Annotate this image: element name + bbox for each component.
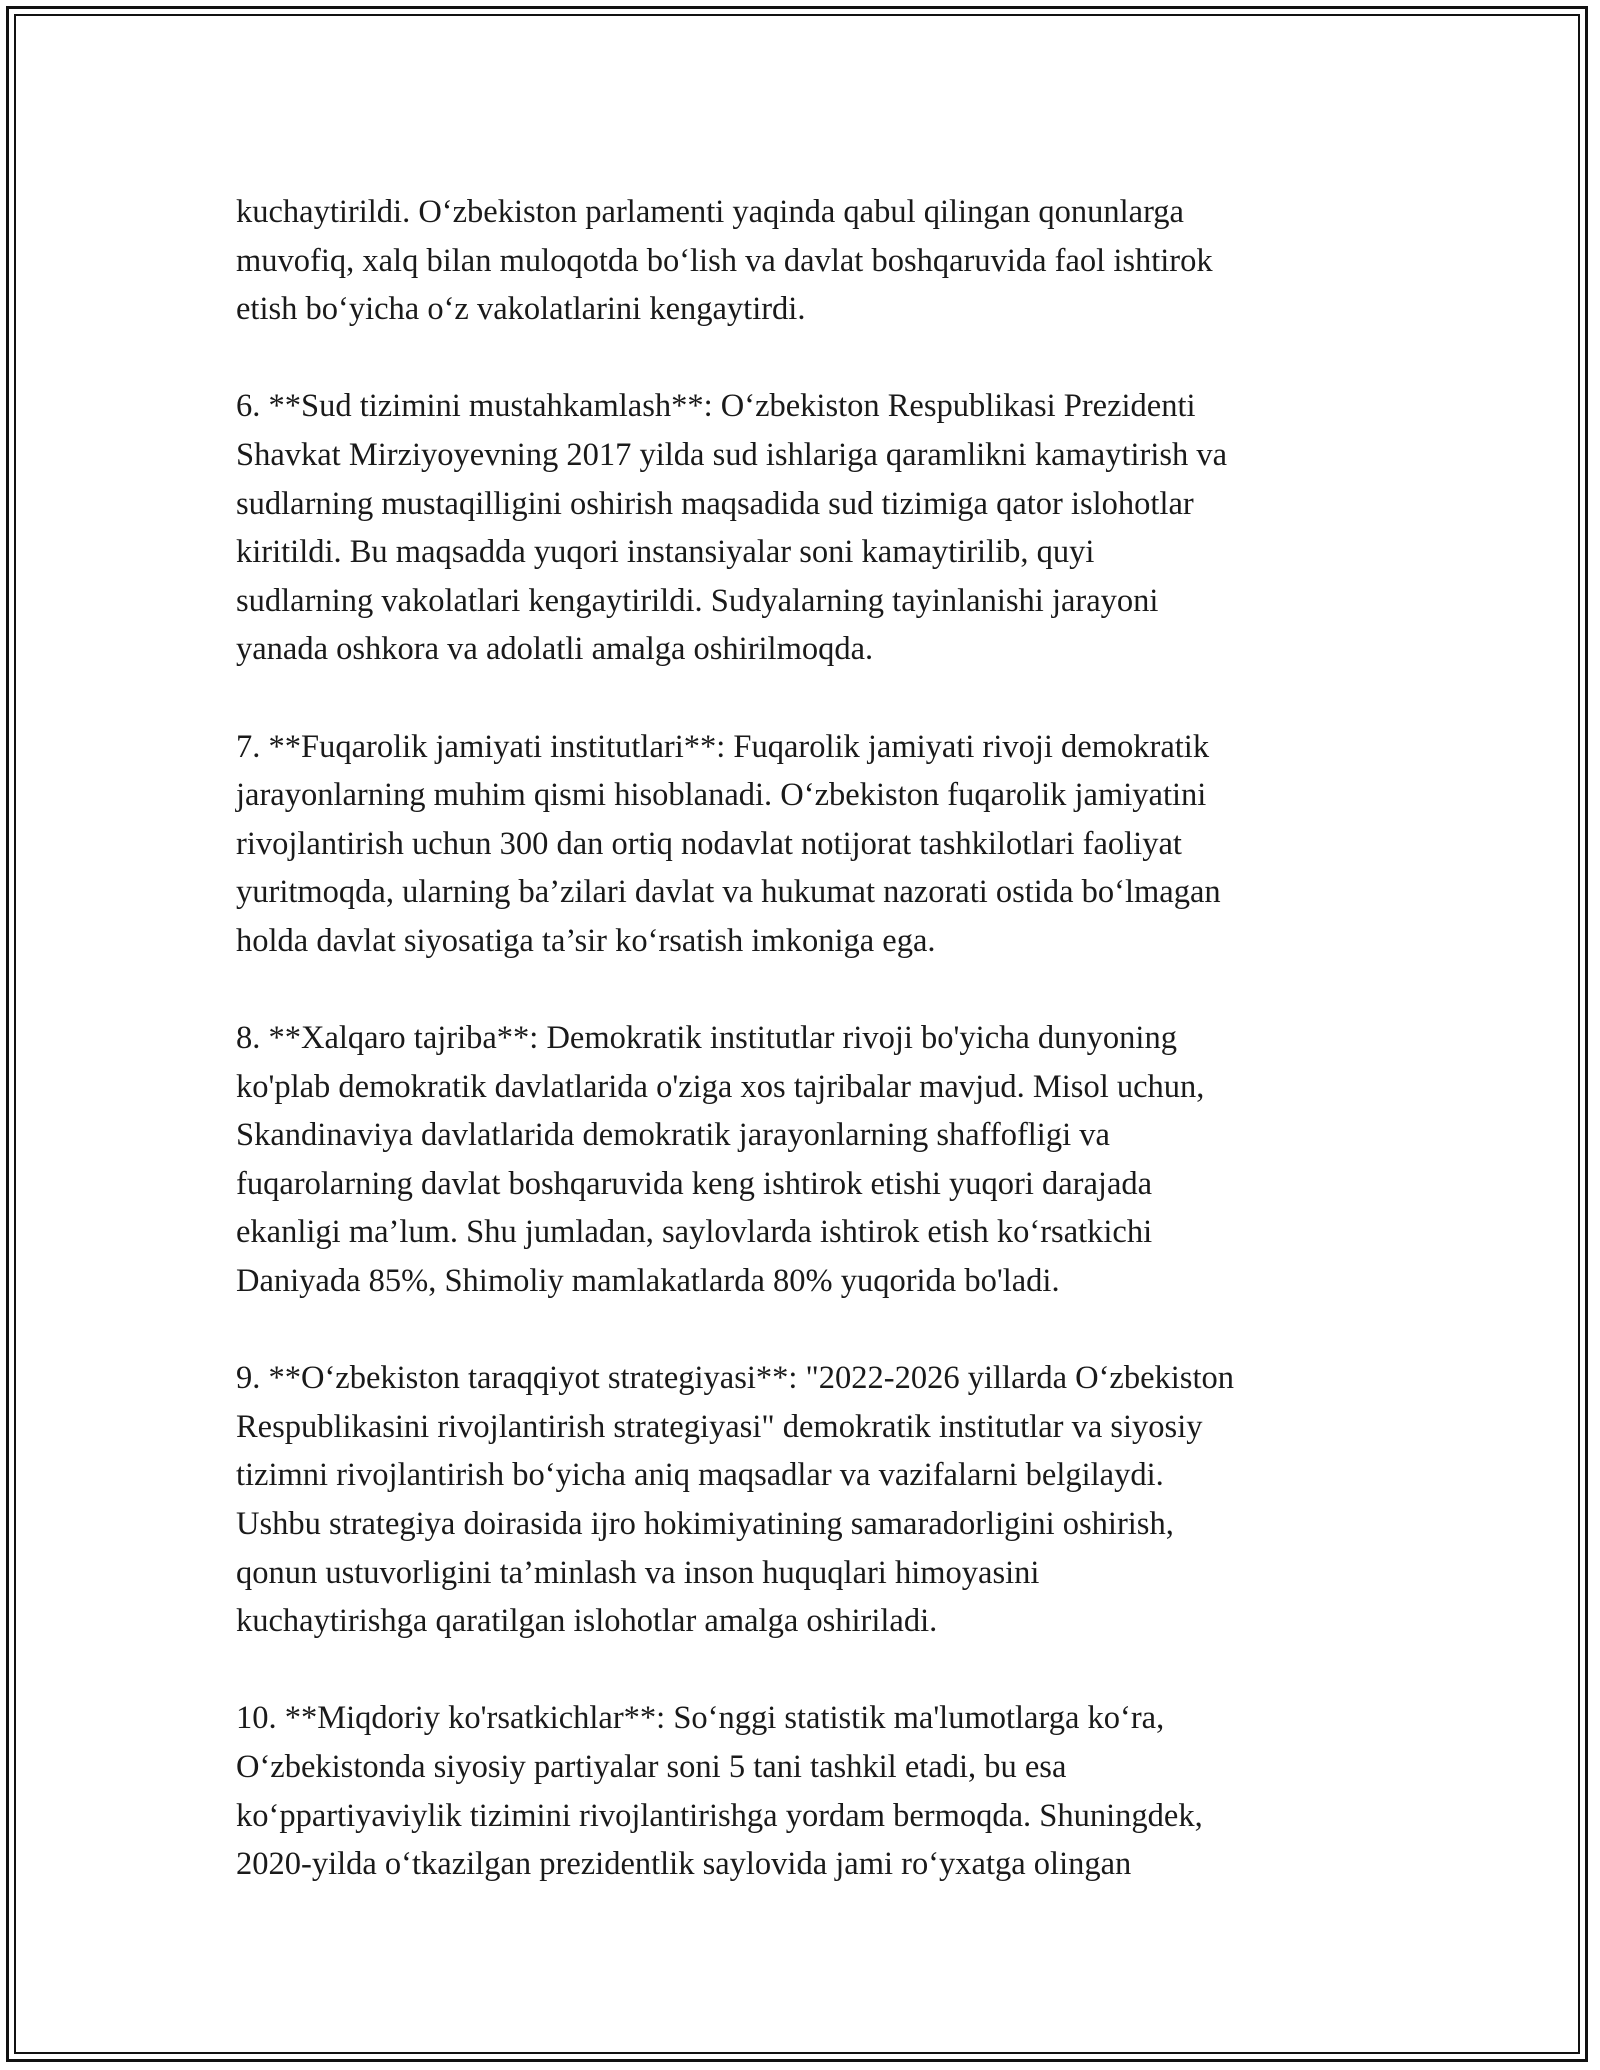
text-line: 9. **O‘zbekiston taraqqiyot strategiyasi**: "2022-2026 yillarda O‘zbekiston <box>236 1360 1234 1397</box>
text-line: 10. **Miqdoriy ko'rsatkichlar**: So‘nggi statistik ma'lumotlarga ko‘ra, <box>236 1700 1165 1737</box>
text-line: kuchaytirildi. O‘zbekiston parlamenti yaqinda qabul qilingan qonunlarga <box>236 194 1184 230</box>
text-line: rivojlantirish uchun 300 dan ortiq nodavlat notijorat tashkilotlari faoliyat <box>236 825 1182 862</box>
text-line: yuritmoqda, ularning ba’zilari davlat va hukumat nazorati ostida bo‘lmagan <box>236 874 1221 911</box>
text-line: ko'plab demokratik davlatlarida o'ziga xos tajribalar mavjud. Misol uchun, <box>236 1068 1205 1105</box>
text-line: etish bo‘yicha o‘z vakolatlarini kengaytirdi. <box>236 291 806 328</box>
text-line: qonun ustuvorligini ta’minlash va inson huquqlari himoyasini <box>236 1554 1040 1591</box>
text-line: 7. **Fuqarolik jamiyati institutlari**: Fuqarolik jamiyati rivoji demokratik <box>236 728 1210 765</box>
text-line: Shavkat Mirziyoyevning 2017 yilda sud ishlariga qaramlikni kamaytirish va <box>236 436 1228 473</box>
paragraph-continuation <box>236 188 1386 334</box>
text-line: 8. **Xalqaro tajriba**: Demokratik institutlar rivoji bo'yicha dunyoning <box>236 1020 1177 1057</box>
text-line: jarayonlarning muhim qismi hisoblanadi. O‘zbekiston fuqarolik jamiyatini <box>236 777 1207 814</box>
text-line: 2020-yilda o‘tkazilgan prezidentlik saylovida jami ro‘yxatga olingan <box>236 1846 1132 1883</box>
text-line: yanada oshkora va adolatli amalga oshirilmoqda. <box>236 631 874 668</box>
text-line: Skandinaviya davlatlarida demokratik jarayonlarning shaffofligi va <box>236 1117 1110 1154</box>
text-line: fuqarolarning davlat boshqaruvida keng ishtirok etishi yuqori darajada <box>236 1165 1153 1202</box>
text-line: muvofiq, xalq bilan muloqotda bo‘lish va davlat boshqaruvida faol ishtirok <box>236 242 1213 279</box>
text-line: Ushbu strategiya doirasida ijro hokimiyatining samaradorligini oshirish, <box>236 1506 1174 1543</box>
text-line: ekanligi ma’lum. Shu jumladan, saylovlarda ishtirok etish ko‘rsatkichi <box>236 1214 1153 1251</box>
text-line: ko‘ppartiyaviylik tizimini rivojlantirishga yordam bermoqda. Shuningdek, <box>236 1797 1203 1834</box>
text-line: holda davlat siyosatiga ta’sir ko‘rsatish imkoniga ega. <box>236 922 936 959</box>
paragraph-item-6 <box>236 382 1386 674</box>
paragraph-item-10 <box>236 1694 1386 1888</box>
text-line: sudlarning mustaqilligini oshirish maqsadida sud tizimiga qator islohotlar <box>236 485 1194 522</box>
text-line: sudlarning vakolatlari kengaytirildi. Sudyalarning tayinlanishi jarayoni <box>236 582 1159 619</box>
text-line: kiritildi. Bu maqsadda yuqori instansiyalar soni kamaytirilib, quyi <box>236 534 1095 571</box>
text-line: kuchaytirishga qaratilgan islohotlar amalga oshiriladi. <box>236 1603 938 1640</box>
text-line: Respublikasini rivojlantirish strategiyasi" demokratik institutlar va siyosiy <box>236 1408 1203 1445</box>
document-body <box>236 188 1386 1937</box>
text-line: tizimni rivojlantirish bo‘yicha aniq maqsadlar va vazifalarni belgilaydi. <box>236 1457 1164 1494</box>
text-line: O‘zbekistonda siyosiy partiyalar soni 5 tani tashkil etadi, bu esa <box>236 1749 1067 1785</box>
text-line: 6. **Sud tizimini mustahkamlash**: O‘zbekiston Respublikasi Prezidenti <box>236 388 1196 425</box>
paragraph-item-9 <box>236 1354 1386 1646</box>
paragraph-item-7 <box>236 723 1386 966</box>
text-line: Daniyada 85%, Shimoliy mamlakatlarda 80% yuqorida bo'ladi. <box>236 1263 1060 1300</box>
paragraph-item-8 <box>236 1014 1386 1306</box>
